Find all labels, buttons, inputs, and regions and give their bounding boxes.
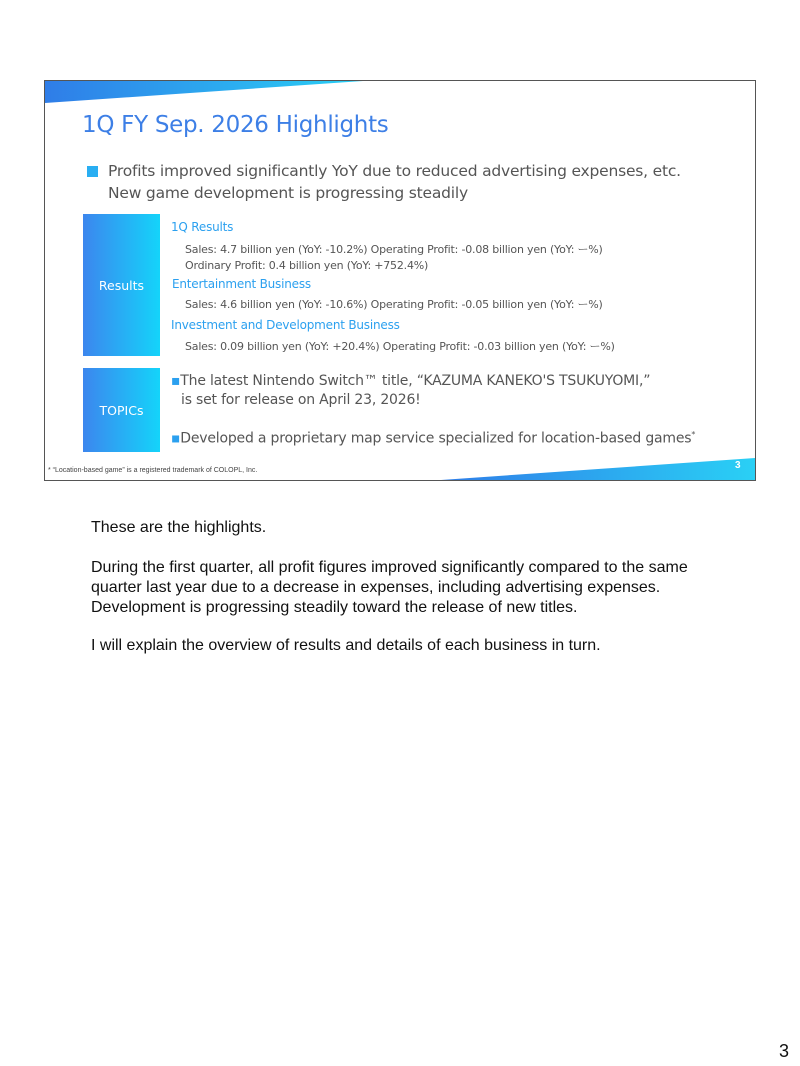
q1-results-line-2: Ordinary Profit: 0.4 billion yen (YoY: +752.4%) xyxy=(185,259,429,272)
q1-results-heading: 1Q Results xyxy=(171,220,234,234)
bottom-gradient-band xyxy=(441,458,755,480)
topic-2-text: Developed a proprietary map service specialized for location-based games xyxy=(180,430,692,447)
lead-line-2: New game development is progressing steadily xyxy=(108,184,468,202)
notes-line: I will explain the overview of results and details of each business in turn. xyxy=(91,637,601,654)
lead-line-1: Profits improved significantly YoY due to reduced advertising expenses, etc. xyxy=(108,162,681,180)
investment-heading: Investment and Development Business xyxy=(171,318,400,332)
slide-page-number: 3 xyxy=(735,460,741,471)
footnote: * “Location-based game” is a registered trademark of COLOPL, Inc. xyxy=(48,467,258,474)
slide-title: 1Q FY Sep. 2026 Highlights xyxy=(82,112,389,138)
topic-1-line-1 xyxy=(171,373,650,389)
notes-line: During the first quarter, all profit figures improved significantly compared to the same xyxy=(91,559,688,576)
notes-line: These are the highlights. xyxy=(91,519,267,536)
slide xyxy=(44,80,756,481)
top-gradient-band xyxy=(45,81,363,103)
footnote-mark: * xyxy=(691,430,696,439)
bullet-icon: ▪ xyxy=(171,430,181,447)
notes-line: quarter last year due to a decrease in expenses, including advertising expenses. xyxy=(91,579,661,596)
topics-label: TOPICs xyxy=(83,368,160,452)
investment-line: Sales: 0.09 billion yen (YoY: +20.4%) Operating Profit: -0.03 billion yen (YoY: ー%) xyxy=(185,340,615,353)
entertainment-heading: Entertainment Business xyxy=(172,277,311,291)
results-label: Results xyxy=(83,214,160,356)
bullet-icon: ▪ xyxy=(171,373,181,389)
topic-1-line-2: is set for release on April 23, 2026! xyxy=(181,392,421,408)
notes-line: Development is progressing steadily toward the release of new titles. xyxy=(91,599,578,616)
entertainment-line: Sales: 4.6 billion yen (YoY: -10.6%) Operating Profit: -0.05 billion yen (YoY: ー%) xyxy=(185,298,603,311)
topic-2 xyxy=(171,430,695,447)
topic-1-text: The latest Nintendo Switch™ title, “KAZUMA KANEKO'S TSUKUYOMI,” xyxy=(180,373,651,389)
page-number: 3 xyxy=(779,1041,790,1061)
q1-results-line-1: Sales: 4.7 billion yen (YoY: -10.2%) Operating Profit: -0.08 billion yen (YoY: ー%) xyxy=(185,243,603,256)
bullet-square-icon xyxy=(87,166,98,177)
